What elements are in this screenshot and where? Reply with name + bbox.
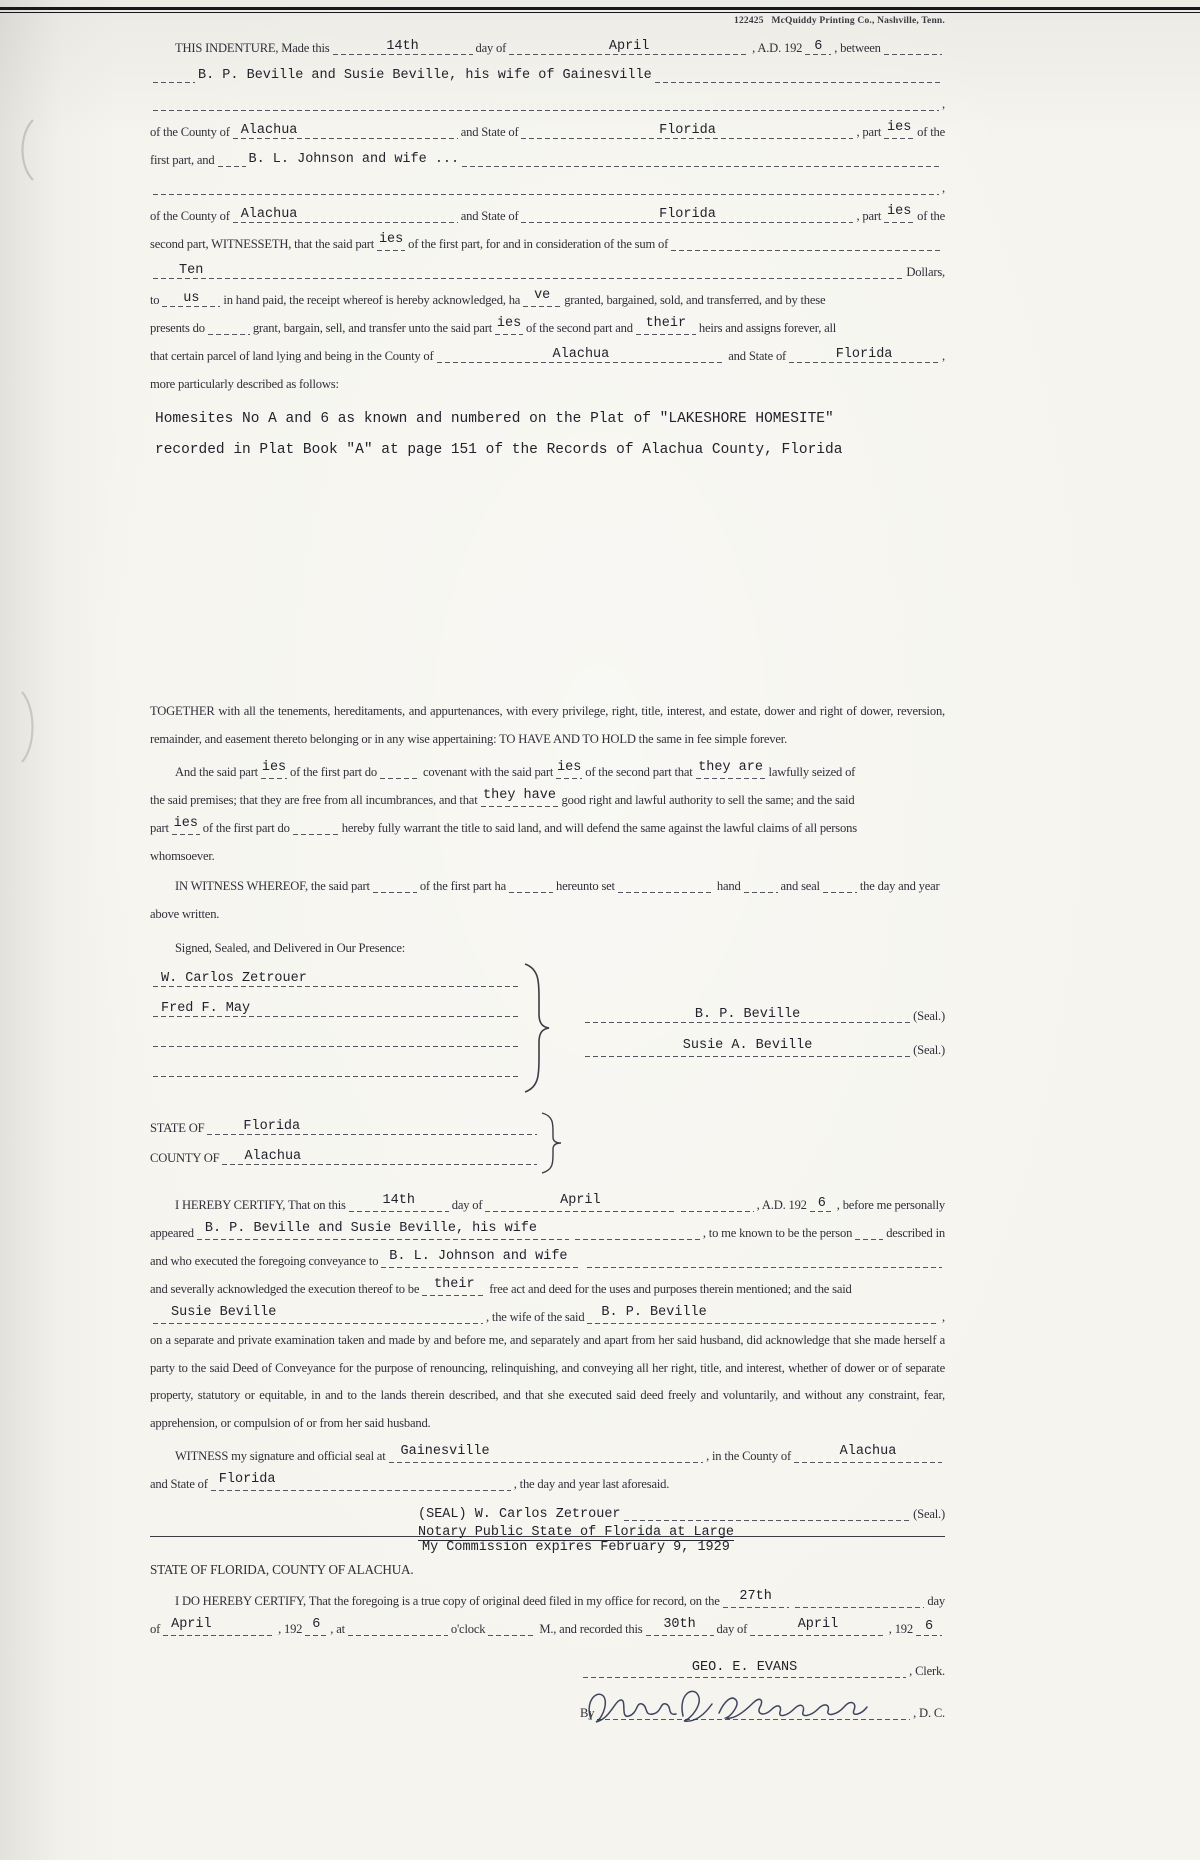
typed-husband: B. P. Beville xyxy=(601,1305,707,1320)
file-day-entry xyxy=(723,1590,789,1608)
grant-line xyxy=(150,310,945,338)
printed-text: STATE OF xyxy=(150,1121,205,1136)
printed-text: day of xyxy=(716,1622,748,1637)
blank-rule-line xyxy=(150,86,945,114)
printed-text: part xyxy=(150,821,169,836)
blank-fill xyxy=(618,875,714,893)
printed-text: heirs and assigns forever, all xyxy=(698,321,837,336)
printed-text: appeared xyxy=(150,1226,194,1241)
blank-fill xyxy=(884,37,942,55)
typed-county: Alachua xyxy=(244,1149,302,1164)
blank-fill xyxy=(624,1503,911,1521)
typed-county: Alachua xyxy=(240,123,298,138)
curly-brace-icon xyxy=(540,1112,562,1174)
printed-text: described in xyxy=(886,1226,945,1241)
ack-line-5 xyxy=(150,1299,945,1327)
typed-state: Florida xyxy=(659,123,716,138)
typed-description: Homesites No A and 6 as known and numbered on the Plat of "LAKESHORE HOMESITE" xyxy=(155,411,834,427)
typed-signer1: B. P. Beville xyxy=(694,1007,801,1022)
witness-signature-line xyxy=(153,1029,519,1047)
witness-line-1 xyxy=(150,960,522,990)
printed-text: , A.D. 192 xyxy=(752,41,803,56)
printed-text: of the first part, for and in consideration of the sum of xyxy=(408,237,669,252)
typed-amount: Ten xyxy=(179,263,204,278)
file-year-entry xyxy=(305,1618,327,1636)
blank-fill xyxy=(208,317,250,335)
printed-text: , D. C. xyxy=(913,1706,945,1721)
deed-body xyxy=(150,30,945,1723)
typed-county: Alachua xyxy=(839,1444,897,1459)
deputy-signature-line xyxy=(597,1702,910,1720)
printer-name: McQuiddy Printing Co., Nashville, Tenn. xyxy=(771,16,945,26)
witness-signature-line xyxy=(153,969,519,987)
blank-fill xyxy=(373,875,417,893)
typed-ies: ies xyxy=(887,204,912,219)
typed-state: Florida xyxy=(218,1472,276,1487)
grantor-signature xyxy=(585,1039,910,1057)
printed-text: , to me known to be the person xyxy=(702,1226,853,1241)
binder-mark xyxy=(16,116,40,186)
typed-month: April xyxy=(608,39,650,54)
consideration-line xyxy=(150,254,945,282)
recording-venue-line xyxy=(150,1557,945,1579)
printed-text: good right and lawful authority to sell the same; and the said xyxy=(561,793,855,808)
typed-file-month: April xyxy=(171,1617,212,1632)
printed-text: of the first part do xyxy=(202,821,290,836)
printed-comma: , xyxy=(942,97,945,112)
venue-brace xyxy=(540,1108,570,1179)
typed-grantees: B. L. Johnson and wife ... xyxy=(248,152,460,167)
printed-comma: , xyxy=(942,181,945,196)
heirs-entry xyxy=(636,317,696,335)
notary-commission-line xyxy=(150,1537,945,1555)
witness-line-3 xyxy=(150,1020,522,1050)
amount-entry xyxy=(153,261,903,279)
typed-notary-signature: (SEAL) W. Carlos Zetrouer xyxy=(418,1507,621,1522)
printed-text: , at xyxy=(330,1622,345,1637)
typed-day: 14th xyxy=(382,1193,415,1208)
description-line-1 xyxy=(150,398,945,429)
blank-fill xyxy=(153,93,939,111)
typed-their: their xyxy=(645,316,687,331)
printer-job-number: 122425 xyxy=(734,16,764,26)
printed-text: Signed, Sealed, and Delivered in Our Presence: xyxy=(175,941,406,956)
blank-fill xyxy=(153,65,195,83)
blank-fill xyxy=(509,875,553,893)
witness-brace xyxy=(522,960,556,1094)
printed-text: of the second part and xyxy=(526,321,633,336)
county-entry xyxy=(233,121,458,139)
witness-column xyxy=(150,960,522,1094)
ack-line-4 xyxy=(150,1271,945,1299)
plural-entry xyxy=(884,205,914,223)
file-month-entry xyxy=(163,1618,275,1636)
printed-text: the day and year xyxy=(859,879,940,894)
verb-entry xyxy=(523,289,561,307)
recording-line-2 xyxy=(150,1611,945,1639)
state-entry xyxy=(207,1117,537,1135)
printed-text: first part, and xyxy=(150,153,215,168)
typed-county: Alachua xyxy=(552,347,610,362)
printed-text: hereunto set xyxy=(556,879,615,894)
opening-line xyxy=(150,30,945,58)
blank-fill xyxy=(855,1222,883,1240)
typed-ies: ies xyxy=(261,760,287,775)
state-line xyxy=(150,1108,540,1138)
printed-text: and State of xyxy=(728,349,787,364)
binder-mark xyxy=(16,688,40,768)
printed-text: And the said part xyxy=(175,765,258,780)
typed-ies: ies xyxy=(887,120,912,135)
seal-label: (Seal.) xyxy=(913,1043,945,1058)
printed-text: and seal xyxy=(780,879,820,894)
ack-examination-paragraph: on a separate and private examination taken and made by and before me, and separately and apart from her said husband, did acknowledge that she made herself a party to the said Deed of Conveyance for the purpose of renouncing, relinquishing, and conveying all her right, title, and interest, whether of dower or of separate property, statutory or equitable, in and to the lands therein described, and that she executed said deed freely and voluntarily, and without any constraint, fear, apprehension, or compulsion of or from her said husband. xyxy=(150,1333,945,1430)
printed-text: of the xyxy=(917,209,945,224)
printed-text: , the wife of the said xyxy=(486,1310,585,1325)
printed-text: to xyxy=(150,293,160,308)
printed-text: , between xyxy=(834,41,881,56)
notary-signature-line xyxy=(150,1502,945,1524)
seal-label: (Seal.) xyxy=(913,1507,945,1522)
ack-witness-line-1 xyxy=(150,1438,945,1466)
typed-witness1: W. Carlos Zetrouer xyxy=(161,971,307,986)
seized-entry xyxy=(696,761,766,779)
witness-line-2 xyxy=(150,990,522,1020)
year-entry xyxy=(810,1194,834,1212)
typed-state: Florida xyxy=(835,347,893,362)
covenant-line-1 xyxy=(150,754,945,782)
printed-text: of xyxy=(150,1622,161,1637)
typed-state: Florida xyxy=(659,207,716,222)
printed-text: more particularly described as follows: xyxy=(150,377,339,392)
notary-block xyxy=(150,1502,945,1555)
parcel-line xyxy=(150,338,945,366)
husband-entry xyxy=(587,1306,939,1324)
day-entry xyxy=(333,37,473,55)
described-line xyxy=(150,366,945,394)
blank-fill xyxy=(744,875,778,893)
printed-text: in hand paid, the receipt whereof is hereby acknowledged, ha xyxy=(223,293,521,308)
printed-text: day of xyxy=(451,1198,483,1213)
state-entry xyxy=(521,121,853,139)
blank-rule-line xyxy=(150,170,945,198)
printed-text: Dollars, xyxy=(906,265,945,280)
blank-fill xyxy=(218,149,246,167)
printed-text: , A.D. 192 xyxy=(756,1198,807,1213)
printed-text: and who executed the foregoing conveyance to xyxy=(150,1254,379,1269)
deputy-clerk-signature xyxy=(583,1685,873,1729)
printed-text: lawfully seized of xyxy=(768,765,856,780)
printed-comma: , xyxy=(942,1310,945,1325)
typed-state: Florida xyxy=(243,1119,301,1134)
day-entry xyxy=(349,1194,449,1212)
typed-county: Alachua xyxy=(240,207,298,222)
state-entry xyxy=(789,345,939,363)
printed-text: and State of xyxy=(150,1477,208,1492)
printed-text: of the second part that xyxy=(585,765,693,780)
persons-entry xyxy=(197,1222,569,1240)
year-entry xyxy=(805,37,831,55)
blank-fill xyxy=(795,1590,925,1608)
printed-text: , the day and year last aforesaid. xyxy=(513,1477,670,1492)
witness-signature-line xyxy=(153,999,519,1017)
printed-text: and severally acknowledged the execution thereof to be xyxy=(150,1282,420,1297)
printed-text: IN WITNESS WHEREOF, the said part xyxy=(175,879,370,894)
blank-fill xyxy=(681,1194,753,1212)
execution-block xyxy=(150,960,945,1094)
typed-day: 14th xyxy=(386,39,419,54)
typed-rec-month: April xyxy=(797,1617,839,1632)
blank-fill xyxy=(462,149,942,167)
printed-text: , part xyxy=(856,209,882,224)
grantor-column xyxy=(556,960,945,1094)
county-entry xyxy=(437,345,726,363)
typed-wife: Susie Beville xyxy=(171,1305,277,1320)
typed-they-are: they are xyxy=(698,760,763,775)
blank-fill xyxy=(348,1618,448,1636)
printed-text: of the first part ha xyxy=(419,879,507,894)
printed-text: , in the County of xyxy=(706,1449,791,1464)
presence-heading xyxy=(150,930,945,958)
printed-text: THIS INDENTURE, Made this xyxy=(175,41,330,56)
printed-text: , 192 xyxy=(278,1622,303,1637)
typed-grantees: B. L. Johnson and wife xyxy=(389,1249,568,1264)
county-entry xyxy=(233,205,458,223)
plural-entry xyxy=(495,317,523,335)
rec-year-entry xyxy=(916,1618,942,1636)
printed-text: whomsoever. xyxy=(150,849,215,864)
printed-text: day xyxy=(927,1594,945,1609)
their-entry xyxy=(422,1278,486,1296)
printed-text: second part, WITNESSETH, that the said part xyxy=(150,237,375,252)
plural-entry xyxy=(884,121,914,139)
typed-description: recorded in Plat Book "A" at page 151 of the Records of Alachua County, Florida xyxy=(155,442,843,458)
printed-comma: , xyxy=(942,349,945,364)
top-rule xyxy=(0,7,1200,13)
blank-space xyxy=(150,460,945,698)
testimonium-line-1 xyxy=(150,868,945,896)
printed-text: of the first part do xyxy=(290,765,377,780)
second-party-county-line xyxy=(150,198,945,226)
printed-text: of the xyxy=(917,125,945,140)
typed-ies: ies xyxy=(496,316,522,331)
ack-witness-line-2 xyxy=(150,1466,945,1494)
venue-block xyxy=(150,1108,945,1179)
state-entry xyxy=(211,1473,511,1491)
printed-text: STATE OF FLORIDA, COUNTY OF ALACHUA. xyxy=(150,1561,414,1577)
typed-file-day: 27th xyxy=(739,1589,772,1604)
typed-ies: ies xyxy=(557,760,582,775)
typed-file-year: 6 xyxy=(312,1617,321,1632)
blank-fill xyxy=(671,233,942,251)
typed-rec-day: 30th xyxy=(663,1617,696,1632)
printed-text: I DO HEREBY CERTIFY, That the foregoing is a true copy of original deed filed in my office for record, on the xyxy=(175,1594,720,1609)
printed-text: By xyxy=(580,1706,595,1721)
typed-clerk-name: GEO. E. EVANS xyxy=(691,1660,798,1675)
month-entry xyxy=(509,37,749,55)
witness-signature-line xyxy=(153,1059,519,1077)
curly-brace-icon xyxy=(522,962,550,1094)
printed-text: above written. xyxy=(150,907,220,922)
printed-text: day of xyxy=(475,41,507,56)
plural-entry xyxy=(172,817,200,835)
printed-text: , before me personally xyxy=(836,1198,945,1213)
printed-text: o'clock xyxy=(450,1622,486,1637)
clerk-line xyxy=(150,1651,945,1681)
blank-fill xyxy=(823,875,857,893)
witnesseth-line xyxy=(150,226,945,254)
printed-text: that certain parcel of land lying and being in the County of xyxy=(150,349,434,364)
printed-text: I HEREBY CERTIFY, That on this xyxy=(175,1198,346,1213)
covenant-line-3 xyxy=(150,810,945,838)
authority-entry xyxy=(481,789,559,807)
blank-fill xyxy=(293,817,339,835)
printed-text: WITNESS my signature and official seal at xyxy=(175,1449,386,1464)
grantor-signature-line-2 xyxy=(582,1026,945,1060)
blank-fill xyxy=(153,177,939,195)
blank-fill xyxy=(587,1250,942,1268)
ack-line-2 xyxy=(150,1215,945,1243)
printed-text: hand xyxy=(716,879,741,894)
typed-ies: ies xyxy=(378,232,404,247)
plural-entry xyxy=(377,233,405,251)
printed-text: M., and recorded this xyxy=(539,1622,643,1637)
legal-description xyxy=(150,398,945,460)
typed-persons: B. P. Beville and Susie Beville, his wife xyxy=(204,1221,537,1236)
typed-witness2: Fred F. May xyxy=(161,1001,251,1016)
blank-fill xyxy=(488,1618,536,1636)
rec-month-entry xyxy=(750,1618,886,1636)
printed-text: of the County of xyxy=(150,125,230,140)
state-entry xyxy=(521,205,853,223)
blank-fill xyxy=(575,1222,700,1240)
county-line xyxy=(150,1138,540,1168)
first-party-grantees-line xyxy=(150,142,945,170)
printed-text: the said premises; that they are free from all incumbrances, and that xyxy=(150,793,478,808)
typed-their: their xyxy=(434,1277,475,1292)
first-party-county-line xyxy=(150,114,945,142)
typed-us: us xyxy=(183,291,200,306)
ack-line-1 xyxy=(150,1187,945,1215)
printed-text: grant, bargain, sell, and transfer unto the said part xyxy=(252,321,493,336)
blank-fill xyxy=(655,65,942,83)
covenant-line-4 xyxy=(150,838,945,866)
typed-they-have: they have xyxy=(483,788,556,803)
printed-text: , 192 xyxy=(888,1622,913,1637)
printed-text: of the County of xyxy=(150,209,230,224)
testimonium-line-2 xyxy=(150,896,945,924)
month-entry xyxy=(485,1194,675,1212)
seal-label: (Seal.) xyxy=(913,1009,945,1024)
ack-line-3 xyxy=(150,1243,945,1271)
typed-year: 6 xyxy=(814,39,823,54)
printed-text: , part xyxy=(856,125,882,140)
county-entry xyxy=(794,1445,942,1463)
printed-text: presents do xyxy=(150,321,205,336)
receipt-line xyxy=(150,282,945,310)
typed-signer2: Susie A. Beville xyxy=(682,1038,813,1053)
grantors-line xyxy=(150,58,945,86)
typed-ies: ies xyxy=(173,816,198,831)
recording-line-1 xyxy=(150,1583,945,1611)
habendum-paragraph: TOGETHER with all the tenements, hereditaments, and appurtenances, with every privilege, right, title, interest, and estate, dower and right of dower, reversion, remainder, and easement thereto belonging or in any wise appertaining: TO HAVE AND TO HOLD the same in fee simple forever. xyxy=(150,704,945,746)
covenant-line-2 xyxy=(150,782,945,810)
typed-ve: ve xyxy=(534,288,551,303)
printed-text: , Clerk. xyxy=(909,1664,945,1679)
printed-text: COUNTY OF xyxy=(150,1151,220,1166)
plural-entry xyxy=(261,761,287,779)
printed-text: free act and deed for the uses and purposes therein mentioned; and the said xyxy=(489,1282,852,1297)
typed-rec-year: 6 xyxy=(924,1619,934,1634)
place-entry xyxy=(389,1445,704,1463)
grantor-signature-line-1 xyxy=(582,992,945,1026)
printer-imprint xyxy=(734,16,945,26)
typed-grantors: B. P. Beville and Susie Beville, his wife of Gainesville xyxy=(198,68,652,83)
venue-column xyxy=(150,1108,540,1179)
deputy-clerk-line xyxy=(150,1687,945,1723)
grantees-entry xyxy=(381,1250,581,1268)
payee-entry xyxy=(162,289,220,307)
printed-text: and State of xyxy=(460,125,519,140)
printed-text: and State of xyxy=(460,209,519,224)
clerk-signature-line xyxy=(583,1660,906,1678)
witness-line-4 xyxy=(150,1050,522,1080)
typed-notary-title: Notary Public State of Florida at Large xyxy=(418,1525,734,1540)
grantor-signature xyxy=(585,1005,910,1023)
printed-text: covenant with the said part xyxy=(422,765,554,780)
typed-month: April xyxy=(560,1193,601,1208)
printed-text: hereby fully warrant the title to said land, and will defend the same against the lawful claims of all persons xyxy=(341,821,857,836)
description-line-2 xyxy=(150,429,945,460)
rec-day-entry xyxy=(646,1618,714,1636)
wife-entry xyxy=(153,1306,483,1324)
typed-commission: My Commission expires February 9, 1929 xyxy=(422,1540,730,1555)
plural-entry xyxy=(556,761,582,779)
typed-year: 6 xyxy=(817,1196,826,1211)
county-entry xyxy=(222,1147,537,1165)
printed-text: granted, bargained, sold, and transferred, and by these xyxy=(564,293,826,308)
blank-fill xyxy=(380,761,420,779)
typed-place: Gainesville xyxy=(400,1444,490,1459)
